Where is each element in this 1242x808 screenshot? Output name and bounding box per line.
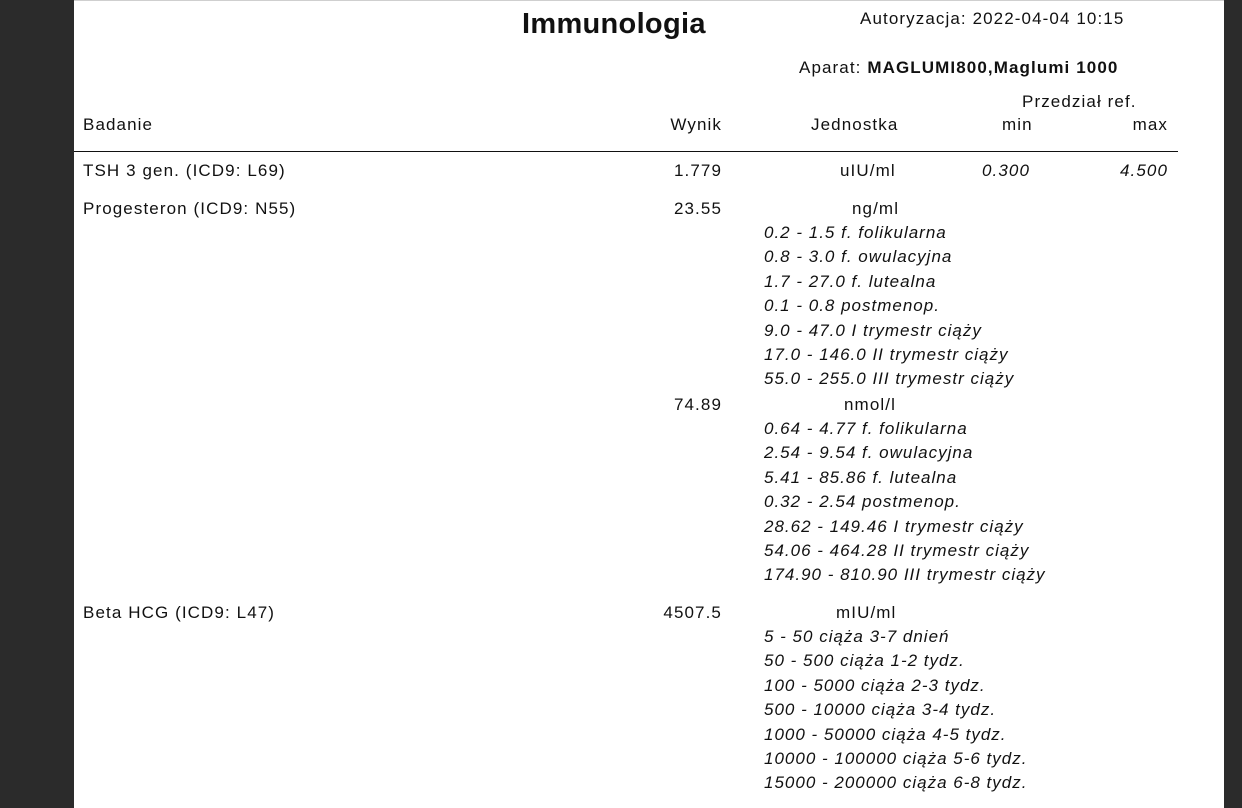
unit: ng/ml: [852, 199, 900, 218]
range-line: 500 - 10000 ciąża 3-4 tydz.: [764, 700, 997, 720]
test-name: TSH 3 gen. (ICD9: L69): [83, 161, 286, 180]
result-value: 4507.5: [663, 603, 722, 622]
range-line: 1000 - 50000 ciąża 4-5 tydz.: [764, 724, 1007, 744]
range-line: 54.06 - 464.28 II trymestr ciąży: [764, 540, 1030, 560]
report-title: Immunologia: [522, 8, 706, 40]
range-line: 100 - 5000 ciąża 2-3 tydz.: [764, 675, 986, 695]
range-line: 174.90 - 810.90 III trymestr ciąży: [764, 565, 1046, 585]
result-value-2: 74.89: [673, 395, 722, 414]
range-line: 9.0 - 47.0 I trymestr ciąży: [764, 320, 982, 340]
range-line: 0.1 - 0.8 postmenop.: [764, 296, 940, 316]
ref-range-header: Przedział ref.: [1022, 92, 1137, 111]
unit: uIU/ml: [840, 161, 896, 180]
range-line: 5 - 50 ciąża 3-7 dnień: [764, 627, 950, 646]
range-line: 1.7 - 27.0 f. lutealna: [764, 271, 937, 291]
range-line: 28.62 - 149.46 I trymestr ciąży: [764, 516, 1024, 536]
device-label: Aparat:: [799, 58, 862, 77]
report-page: [74, 0, 1224, 808]
unit-2: nmol/l: [844, 395, 896, 414]
range-line: 10000 - 100000 ciąża 5-6 tydz.: [764, 748, 1028, 768]
range-line: 0.2 - 1.5 f. folikularna: [764, 223, 947, 242]
range-line: 0.32 - 2.54 postmenop.: [764, 492, 961, 512]
unit-column-header: Jednostka: [811, 115, 899, 134]
range-line: 2.54 - 9.54 f. owulacyjna: [764, 443, 974, 463]
range-line: 50 - 500 ciąża 1-2 tydz.: [764, 651, 965, 671]
range-line: 15000 - 200000 ciąża 6-8 tydz.: [764, 773, 1028, 793]
test-name: Beta HCG (ICD9: L47): [83, 603, 276, 622]
device-line: [799, 58, 1118, 78]
test-column-header: Badanie: [83, 115, 154, 134]
range-line: 0.64 - 4.77 f. folikularna: [764, 419, 968, 438]
result-value: 1.779: [673, 161, 722, 180]
reference-ranges: [764, 625, 1027, 796]
reference-ranges: [764, 221, 1014, 392]
ref-min: 0.300: [982, 161, 1031, 180]
max-column-header: max: [1132, 115, 1168, 134]
min-column-header: min: [1002, 115, 1033, 134]
range-line: 0.8 - 3.0 f. owulacyjna: [764, 247, 953, 267]
range-line: 17.0 - 146.0 II trymestr ciąży: [764, 344, 1009, 364]
unit: mIU/ml: [836, 603, 897, 622]
test-name: Progesteron (ICD9: N55): [83, 199, 297, 218]
ref-max: 4.500: [1119, 161, 1168, 180]
reference-ranges-2: [764, 417, 1046, 588]
result-value: 23.55: [673, 199, 722, 218]
range-line: 5.41 - 85.86 f. lutealna: [764, 467, 958, 487]
range-line: 55.0 - 255.0 III trymestr ciąży: [764, 369, 1015, 389]
device-value: MAGLUMI800,Maglumi 1000: [867, 58, 1119, 77]
authorization-timestamp: Autoryzacja: 2022-04-04 10:15: [860, 9, 1125, 28]
result-column-header: Wynik: [670, 115, 722, 134]
header-divider: [74, 151, 1178, 152]
